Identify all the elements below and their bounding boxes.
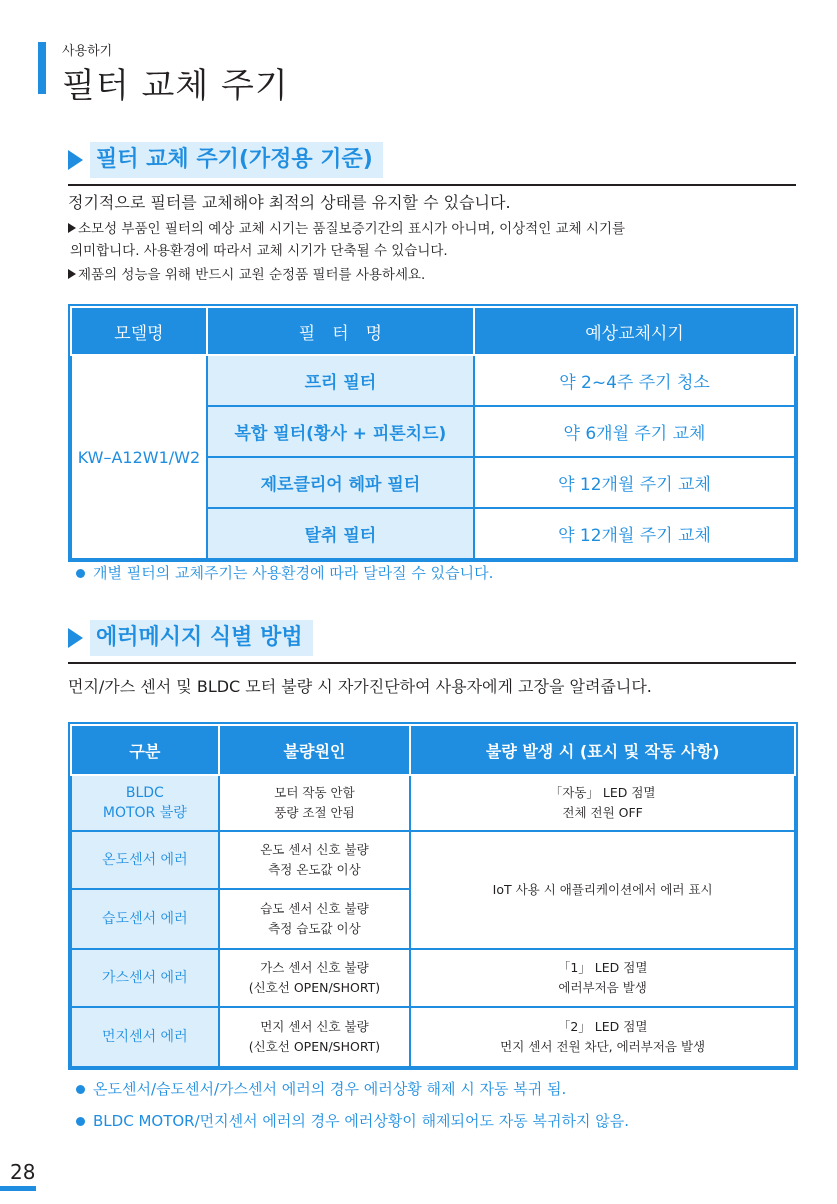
table-header-row <box>71 307 795 355</box>
cause-line: 모터 작동 안함 <box>274 785 355 800</box>
title-accent-bar <box>38 42 46 94</box>
bullet-text: 개별 필터의 교체주기는 사용환경에 따라 달라질 수 있습니다. <box>93 564 494 582</box>
table-header-cell: 필 터 명 <box>207 307 474 355</box>
bullet-dot-icon <box>76 1085 85 1094</box>
bullet-dot-icon <box>76 1117 85 1126</box>
model-name-cell: KW–A12W1/W2 <box>71 355 207 559</box>
note-text: 제품의 성능을 위해 반드시 교원 순정품 필터를 사용하세요. <box>78 267 426 283</box>
category-line: MOTOR 불량 <box>102 805 187 821</box>
result-line: 먼지 센서 전원 차단, 에러부저음 발생 <box>500 1039 706 1054</box>
page-title: 필터 교체 주기 <box>62 66 289 106</box>
replacement-cycle-cell: 약 12개월 주기 교체 <box>474 457 795 508</box>
section-lead-text: 정기적으로 필터를 교체해야 최적의 상태를 유지할 수 있습니다. <box>68 193 511 212</box>
filter-name-cell: 탈취 필터 <box>207 508 474 559</box>
error-category-cell <box>71 775 219 831</box>
cause-line: 먼지 센서 신호 불량 <box>260 1019 369 1034</box>
table-row <box>71 831 795 889</box>
bullet-note <box>76 1110 629 1131</box>
breadcrumb: 사용하기 <box>62 44 113 59</box>
section-lead-text: 먼지/가스 센서 및 BLDC 모터 불량 시 자가진단하여 사용자에게 고장을 알려줍니다. <box>68 677 652 696</box>
category-line: BLDC <box>125 785 164 801</box>
error-cause-cell <box>219 775 411 831</box>
section-divider <box>68 662 796 664</box>
cause-line: 풍량 조절 안됨 <box>274 805 355 820</box>
table-header-row <box>71 725 795 775</box>
bullet-triangle-icon <box>68 269 76 279</box>
result-line: 「1」 LED 점멸 <box>557 960 648 975</box>
cause-line: 습도 센서 신호 불량 <box>260 901 369 916</box>
error-category-cell: 가스센서 에러 <box>71 949 219 1007</box>
cause-line: 온도 센서 신호 불량 <box>260 842 369 857</box>
result-line: 전체 전원 OFF <box>562 805 643 820</box>
section-heading-label: 필터 교체 주기(가정용 기준) <box>90 142 383 178</box>
filter-name-cell: 복합 필터(황사 + 피톤치드) <box>207 406 474 457</box>
error-result-cell <box>410 949 795 1007</box>
replacement-cycle-cell: 약 6개월 주기 교체 <box>474 406 795 457</box>
table-header-cell: 예상교체시기 <box>474 307 795 355</box>
note-item <box>68 218 625 262</box>
error-category-cell: 습도센서 에러 <box>71 889 219 949</box>
error-category-cell: 먼지센서 에러 <box>71 1007 219 1067</box>
note-text: 소모성 부품인 필터의 예상 교체 시기는 품질보증기간의 표시가 아니며, 이상적인 교체 시기를 <box>78 221 626 237</box>
table-row <box>71 355 795 406</box>
error-cause-cell <box>219 831 411 889</box>
error-result-cell: IoT 사용 시 애플리케이션에서 에러 표시 <box>410 831 795 949</box>
error-result-cell <box>410 775 795 831</box>
table-row <box>71 949 795 1007</box>
replacement-cycle-cell: 약 2~4주 주기 청소 <box>474 355 795 406</box>
bullet-text: 온도센서/습도센서/가스센서 에러의 경우 에러상황 해제 시 자동 복귀 됨. <box>93 1080 567 1098</box>
filter-name-cell: 프리 필터 <box>207 355 474 406</box>
triangle-arrow-icon <box>68 150 83 170</box>
result-line: 「자동」 LED 점멸 <box>549 785 656 800</box>
cause-line: 가스 센서 신호 불량 <box>260 960 369 975</box>
filter-name-cell: 제로클리어 헤파 필터 <box>207 457 474 508</box>
bullet-triangle-icon <box>68 223 76 233</box>
note-item <box>68 264 425 286</box>
section-heading-label: 에러메시지 식별 방법 <box>90 620 313 656</box>
table-header-cell: 불량 발생 시 (표시 및 작동 사항) <box>410 725 795 775</box>
note-text: 의미합니다. 사용환경에 따라서 교체 시기가 단축될 수 있습니다. <box>70 243 448 259</box>
cause-line: 측정 온도값 이상 <box>268 862 361 877</box>
error-cause-cell <box>219 889 411 949</box>
error-cause-cell <box>219 1007 411 1067</box>
cause-line: 측정 습도값 이상 <box>268 921 361 936</box>
table-row <box>71 1007 795 1067</box>
bullet-dot-icon <box>76 569 85 578</box>
result-line: 에러부저음 발생 <box>558 980 647 995</box>
bullet-note <box>76 1078 566 1099</box>
table-header-cell: 모델명 <box>71 307 207 355</box>
cause-line: (신호선 OPEN/SHORT) <box>248 1039 381 1054</box>
page-number-underline <box>0 1186 36 1191</box>
error-result-cell <box>410 1007 795 1067</box>
page-number: 28 <box>10 1160 36 1184</box>
cause-line: (신호선 OPEN/SHORT) <box>248 980 381 995</box>
section-divider <box>68 184 796 186</box>
error-message-table <box>70 724 796 1068</box>
error-category-cell: 온도센서 에러 <box>71 831 219 889</box>
result-line: 「2」 LED 점멸 <box>557 1019 648 1034</box>
filter-cycle-table <box>70 306 796 560</box>
table-header-cell: 불량원인 <box>219 725 411 775</box>
bullet-text: BLDC MOTOR/먼지센서 에러의 경우 에러상황이 해제되어도 자동 복귀하지 않음. <box>93 1112 630 1130</box>
triangle-arrow-icon <box>68 628 83 648</box>
table-row <box>71 775 795 831</box>
bullet-note <box>76 562 493 583</box>
error-cause-cell <box>219 949 411 1007</box>
replacement-cycle-cell: 약 12개월 주기 교체 <box>474 508 795 559</box>
table-header-cell: 구분 <box>71 725 219 775</box>
